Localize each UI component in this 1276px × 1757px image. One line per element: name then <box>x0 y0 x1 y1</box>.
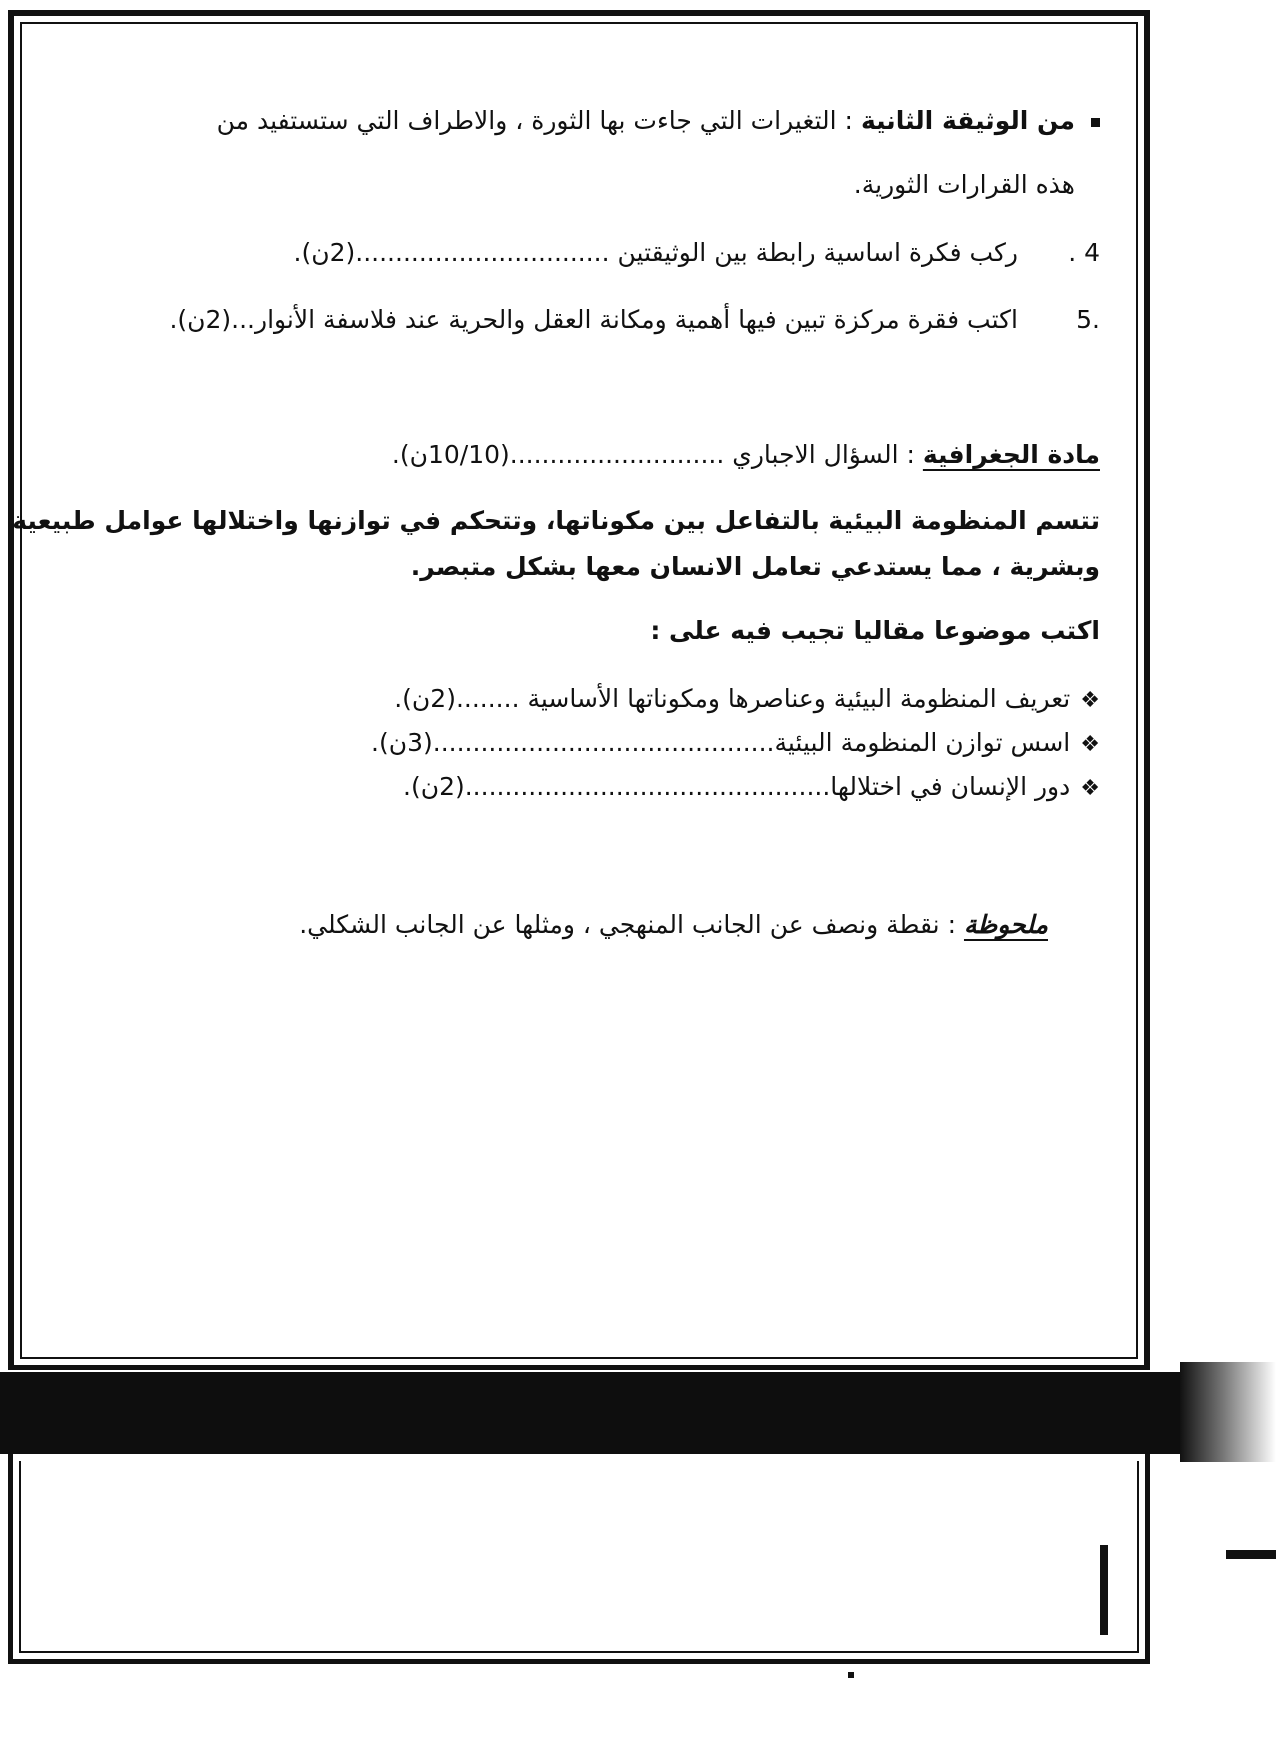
square-bullet-icon <box>1091 118 1100 127</box>
scan-band-fade <box>1180 1362 1276 1462</box>
prompt-line-1: تتسم المنظومة البيئية بالتفاعل بين مكوناتها، وتتحكم في توازنها واختلالها عوامل طبيعية <box>12 506 1100 535</box>
question-5 <box>169 305 1100 335</box>
note-label: ملحوظة <box>963 910 1048 939</box>
item-1 <box>394 684 1100 714</box>
q5-number: .5 <box>1076 305 1100 334</box>
item-3-text: دور الإنسان في اختلالها..............................................(2ن). <box>403 772 1071 801</box>
question-4 <box>294 238 1100 268</box>
subject-label: مادة الجغرافية <box>922 440 1100 469</box>
item-2-text: اسس توازن المنظومة البيئية...........................................(3ن). <box>371 728 1071 757</box>
q4-text: ركب فكرة اساسية رابطة بين الوثيقتين ................................(2ن). <box>293 238 1018 267</box>
diamond-bullet-icon: ❖ <box>1080 688 1100 713</box>
geography-heading <box>392 440 1100 470</box>
note-text: : نقطة ونصف عن الجانب المنهجي ، ومثلها عن الجانب الشكلي. <box>299 910 964 939</box>
diamond-bullet-icon: ❖ <box>1080 732 1100 757</box>
q4-number: 4 . <box>1068 238 1100 267</box>
prompt-line-2: وبشرية ، مما يستدعي تعامل الانسان معها بشكل متبصر. <box>410 552 1100 581</box>
item-2 <box>371 728 1100 758</box>
item-3 <box>403 772 1100 802</box>
q5-text: اكتب فقرة مركزة تبين فيها أهمية ومكانة العقل والحرية عند فلاسفة الأنوار...(2ن). <box>169 305 1018 334</box>
scan-mark <box>1226 1550 1276 1559</box>
scan-dark-band <box>0 1372 1240 1454</box>
doc2-text: : التغيرات التي جاءت بها الثورة ، والاطراف التي ستستفيد من <box>216 106 861 135</box>
instruction: اكتب موضوعا مقاليا تجيب فيه على : <box>650 616 1100 645</box>
scan-mark <box>848 1672 854 1678</box>
note-line <box>299 910 1048 940</box>
question-title: : السؤال الاجباري ...........................(10/10ن). <box>391 440 923 469</box>
doc2-line-cont: هذه القرارات الثورية. <box>853 170 1075 199</box>
scan-mark <box>1100 1545 1108 1635</box>
diamond-bullet-icon: ❖ <box>1080 776 1100 801</box>
page-border-bottom <box>8 1454 1150 1664</box>
item-1-text: تعريف المنظومة البيئية وعناصرها ومكوناتها الأساسية ........(2ن). <box>394 684 1071 713</box>
doc2-line <box>217 106 1100 136</box>
doc2-label: من الوثيقة الثانية <box>860 106 1075 135</box>
